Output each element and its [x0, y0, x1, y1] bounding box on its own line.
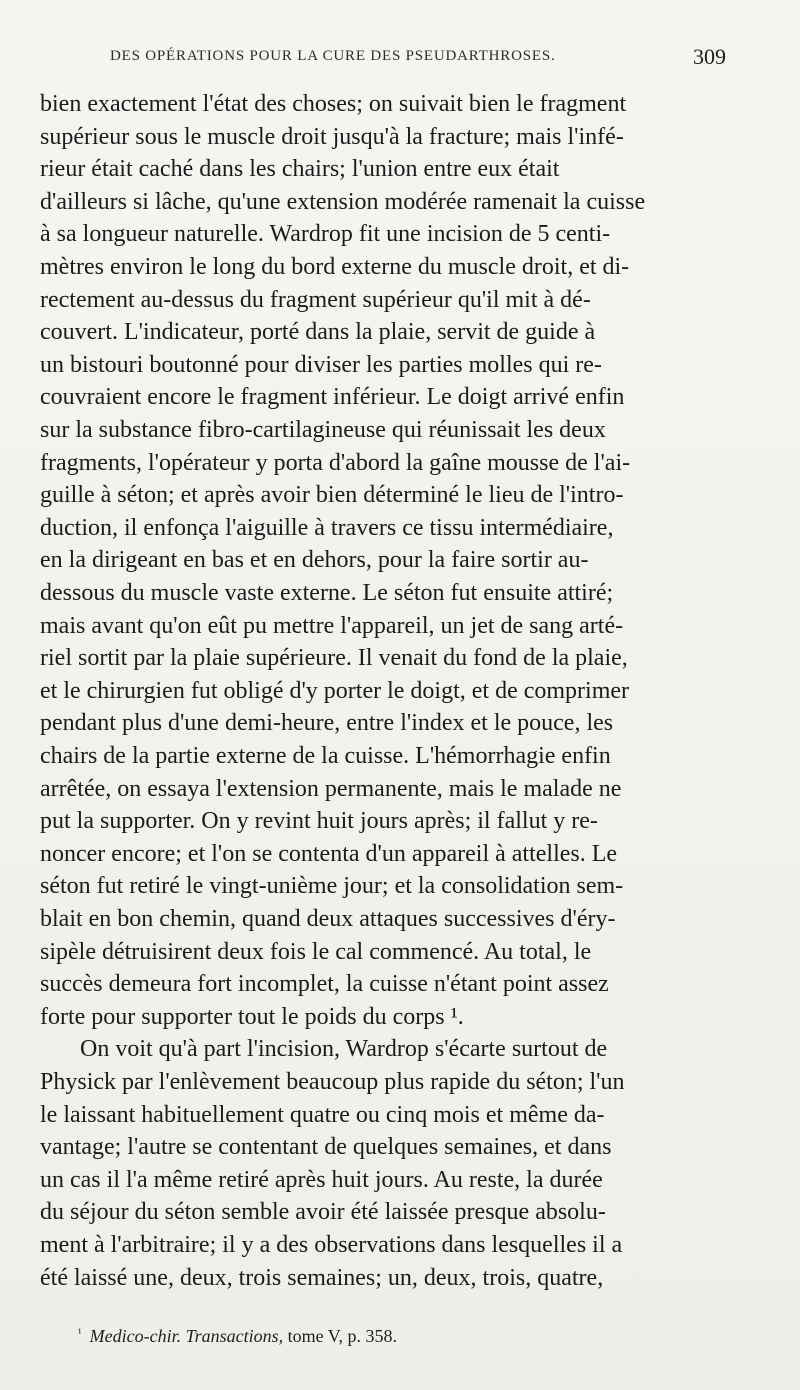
text-line: rieur était caché dans les chairs; l'union entre eux était — [40, 156, 560, 183]
text-line: forte pour supporter tout le poids du corps ¹. — [40, 1003, 464, 1030]
text-line: duction, il enfonça l'aiguille à travers ce tissu intermédiaire, — [40, 514, 614, 541]
footnote-reference: tome V, p. 358. — [283, 1326, 397, 1346]
text-line: bien exactement l'état des choses; on suivait bien le fragment — [40, 91, 627, 117]
text-line: pendant plus d'une demi-heure, entre l'index et le pouce, les — [40, 710, 614, 737]
text-line: le laissant habituellement quatre ou cinq mois et même da- — [40, 1101, 605, 1128]
text-line: couvraient encore le fragment inférieur. Le doigt arrivé enfin — [40, 384, 625, 411]
text-line: put la supporter. On y revint huit jours après; il fallut y re- — [40, 808, 598, 835]
text-line: succès demeura fort incomplet, la cuisse n'étant point assez — [40, 971, 609, 998]
text-line: du séjour du séton semble avoir été laissée presque absolu- — [40, 1199, 606, 1226]
text-line: un cas il l'a même retiré après huit jours. Au reste, la durée — [40, 1166, 603, 1193]
footnote — [78, 1326, 397, 1347]
text-line: dessous du muscle vaste externe. Le séton fut ensuite attiré; — [40, 580, 614, 606]
text-line: chairs de la partie externe de la cuisse. L'hémorrhagie enfin — [40, 743, 611, 769]
text-line: fragments, l'opérateur y porta d'abord la gaîne mousse de l'ai- — [40, 449, 631, 476]
text-line: sipèle détruisirent deux fois le cal commencé. Au total, le — [40, 938, 592, 965]
text-line: en la dirigeant en bas et en dehors, pour la faire sortir au- — [40, 547, 589, 574]
text-line: ment à l'arbitraire; il y a des observations dans lesquelles il a — [40, 1232, 623, 1258]
text-line: à sa longueur naturelle. Wardrop fit une incision de 5 centi- — [40, 221, 611, 248]
footnote-marker: ¹ — [78, 1326, 82, 1340]
text-line: sur la substance fibro-cartilagineuse qui réunissait les deux — [40, 417, 606, 443]
text-line: d'ailleurs si lâche, qu'une extension modérée ramenait la cuisse — [40, 188, 646, 215]
text-line: mètres environ le long du bord externe du muscle droit, et di- — [40, 254, 630, 280]
text-line: arrêtée, on essaya l'extension permanente, mais le malade ne — [40, 775, 622, 802]
text-line: mais avant qu'on eût pu mettre l'appareil, un jet de sang arté- — [40, 612, 624, 639]
running-header: DES OPÉRATIONS POUR LA CURE DES PSEUDARTHROSES. — [110, 48, 556, 64]
text-line: couvert. L'indicateur, porté dans la plaie, servit de guide à — [40, 319, 596, 346]
text-line: Physick par l'enlèvement beaucoup plus rapide du séton; l'un — [40, 1069, 625, 1095]
text-line: riel sortit par la plaie supérieure. Il venait du fond de la plaie, — [40, 645, 628, 672]
footnote-title: Medico-chir. Transactions, — [89, 1326, 284, 1346]
text-line: noncer encore; et l'on se contenta d'un appareil à attelles. Le — [40, 840, 618, 867]
text-line: guille à séton; et après avoir bien déterminé le lieu de l'intro- — [40, 482, 624, 509]
text-line: séton fut retiré le vingt-unième jour; et la consolidation sem- — [40, 873, 624, 900]
paragraph-start-line: On voit qu'à part l'incision, Wardrop s'écarte surtout de — [80, 1036, 608, 1063]
text-line: supérieur sous le muscle droit jusqu'à la fracture; mais l'infé- — [40, 123, 624, 150]
text-line: vantage; l'autre se contentant de quelques semaines, et dans — [40, 1134, 612, 1161]
page-number: 309 — [693, 44, 726, 69]
text-line: et le chirurgien fut obligé d'y porter le doigt, et de comprimer — [40, 677, 630, 704]
text-line: un bistouri boutonné pour diviser les parties molles qui re- — [40, 351, 602, 378]
text-line: blait en bon chemin, quand deux attaques successives d'éry- — [40, 906, 616, 932]
text-line: rectement au-dessus du fragment supérieur qu'il mit à dé- — [40, 286, 591, 313]
text-line: été laissé une, deux, trois semaines; un, deux, trois, quatre, — [40, 1264, 604, 1291]
